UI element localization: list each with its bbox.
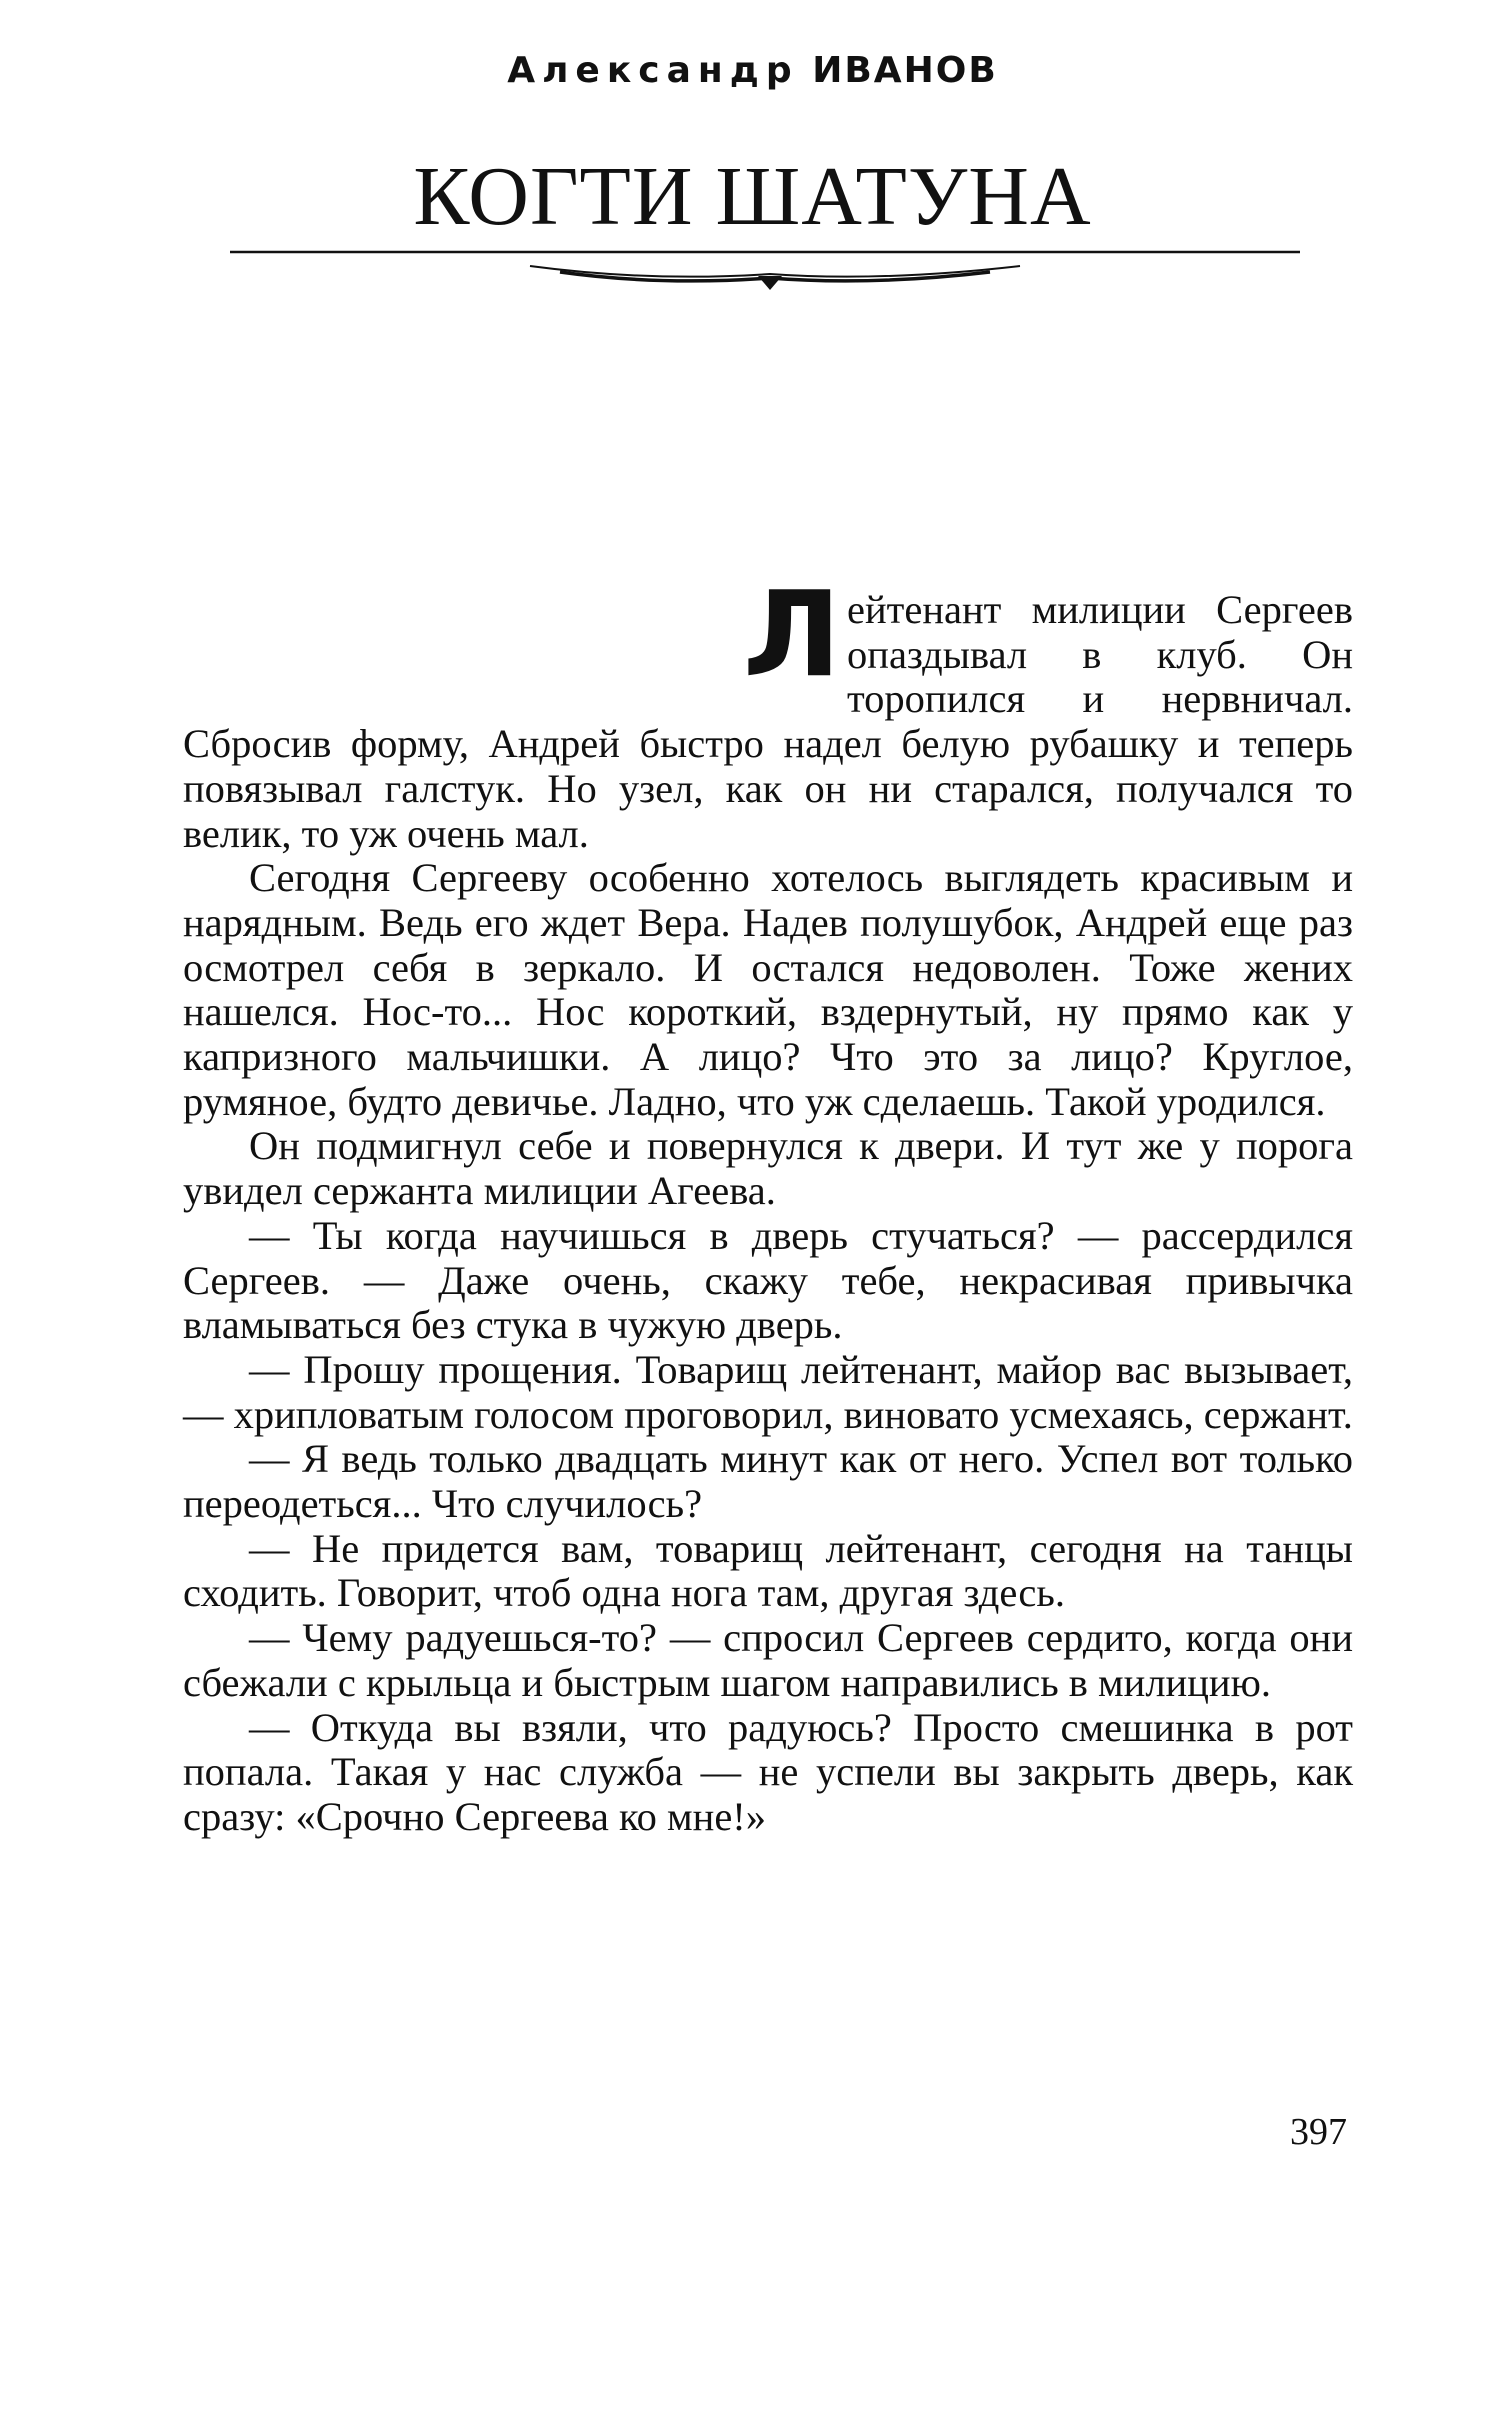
paragraph-6: — Я ведь только двадцать минут как от него. Успел вот только переодеться... Что случилось? bbox=[183, 1436, 1353, 1527]
drop-cap: Л bbox=[743, 565, 842, 703]
paragraph-7: — Не придется вам, товарищ лейтенант, сегодня на танцы сходить. Говорит, чтоб одна нога там, другая здесь. bbox=[183, 1525, 1353, 1616]
author-first-name: Александр bbox=[507, 50, 799, 91]
paragraph-3: Он подмигнул себе и повернулся к двери. И тут же у порога увидел сержанта милиции Агеева. bbox=[183, 1123, 1353, 1214]
story-title: КОГТИ ШАТУНА bbox=[413, 150, 1092, 243]
paragraph-4: — Ты когда научишься в дверь стучаться? — рассердился Сергеев. — Даже очень, скажу тебе, некрасивая привычка вламываться без стука в чужую дверь. bbox=[183, 1212, 1353, 1348]
title-ornament bbox=[230, 242, 1300, 302]
paragraph-2: Сегодня Сергееву особенно хотелось выглядеть красивым и нарядным. Ведь его ждет Вера. Надев полушубок, Андрей еще раз осмотрел себя в зеркало. И остался недоволен. Тоже жених нашелся. Нос-то... Нос короткий, вздернутый, ну прямо как у капризного мальчишки. А лицо? Что это за лицо? Круглое, румяное, будто девичье. Ладно, что уж сделаешь. Такой уродился. bbox=[183, 855, 1353, 1124]
paragraph-1 bbox=[183, 565, 1353, 856]
paragraph-9: — Откуда вы взяли, что радуюсь? Просто смешинка в рот попала. Такая у нас служба — не успели вы закрыть дверь, как сразу: «Срочно Сергеева ко мне!» bbox=[183, 1704, 1353, 1839]
author-name bbox=[0, 50, 1505, 91]
paragraph-8: — Чему радуешься-то? — спросил Сергеев сердито, когда они сбежали с крыльца и быстрым шагом направились в милицию. bbox=[183, 1615, 1353, 1705]
paragraph-5: — Прошу прощения. Товарищ лейтенант, майор вас вызывает, — хрипловатым голосом проговорил, виновато усмехаясь, сержант. bbox=[183, 1346, 1353, 1437]
page-number: 397 bbox=[1290, 2111, 1347, 2153]
paragraph-1-text: ейтенант милиции Сергеев опаздывал в клуб. Он торопился и нервничал. Сбросив форму, Андрей быстро надел белую рубашку и теперь повязывал галстук. Но узел, как он ни старался, получался то велик, то уж очень мал. bbox=[183, 587, 1353, 856]
story-body bbox=[183, 565, 1353, 1840]
author-last-name: ИВАНОВ bbox=[812, 50, 998, 91]
